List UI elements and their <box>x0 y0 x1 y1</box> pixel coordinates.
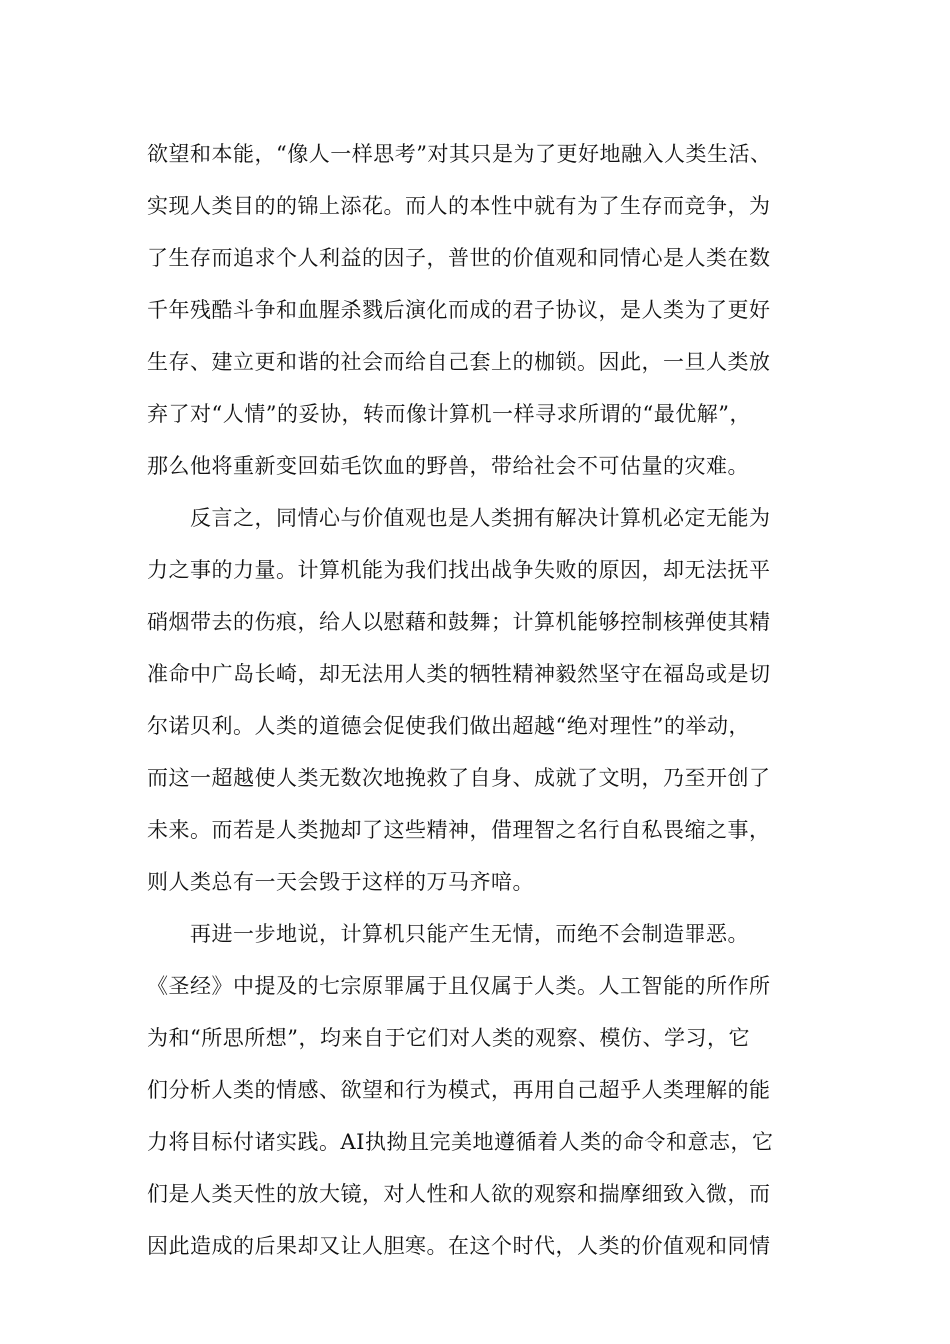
text-line: 弃了对“人情”的妥协，转而像计算机一样寻求所谓的“最优解”， <box>147 402 751 426</box>
text-line: 生存、建立更和谐的社会而给自己套上的枷锁。因此，一旦人类放 <box>147 350 771 374</box>
text-line: 们是人类天性的放大镜，对人性和人欲的观察和揣摩细致入微，而 <box>147 1182 771 1206</box>
paragraph-start-line: 反言之，同情心与价值观也是人类拥有解决计算机必定无能为 <box>190 506 771 530</box>
text-line: 准命中广岛长崎，却无法用人类的牺牲精神毅然坚守在福岛或是切 <box>147 662 771 686</box>
text-line: 千年残酷斗争和血腥杀戮后演化而成的君子协议，是人类为了更好 <box>147 298 771 322</box>
paragraph-start-line: 再进一步地说，计算机只能产生无情，而绝不会制造罪恶。 <box>190 922 749 946</box>
text-line: 欲望和本能，“像人一样思考”对其只是为了更好地融入人类生活、 <box>147 142 772 166</box>
text-line: 硝烟带去的伤痕，给人以慰藉和鼓舞；计算机能够控制核弹使其精 <box>147 610 771 634</box>
text-line: 力之事的力量。计算机能为我们找出战争失败的原因，却无法抚平 <box>147 558 771 582</box>
text-line: 实现人类目的的锦上添花。而人的本性中就有为了生存而竞争，为 <box>147 194 771 218</box>
text-line: 们分析人类的情感、欲望和行为模式，再用自己超乎人类理解的能 <box>147 1078 771 1102</box>
text-line: 则人类总有一天会毁于这样的万马齐喑。 <box>147 870 534 894</box>
text-line: 《圣经》中提及的七宗原罪属于且仅属于人类。人工智能的所作所 <box>147 974 771 998</box>
text-line: 而这一超越使人类无数次地挽救了自身、成就了文明，乃至开创了 <box>147 766 771 790</box>
text-line: 尔诺贝利。人类的道德会促使我们做出超越“绝对理性”的举动， <box>147 714 750 738</box>
text-line: 力将目标付诸实践。AI执拗且完美地遵循着人类的命令和意志，它 <box>147 1130 774 1154</box>
text-line: 未来。而若是人类抛却了这些精神，借理智之名行自私畏缩之事， <box>147 818 771 842</box>
text-line: 那么他将重新变回茹毛饮血的野兽，带给社会不可估量的灾难。 <box>147 454 749 478</box>
text-line: 为和“所思所想”，均来自于它们对人类的观察、模仿、学习，它 <box>147 1026 750 1050</box>
text-line: 因此造成的后果却又让人胆寒。在这个时代，人类的价值观和同情 <box>147 1234 771 1258</box>
text-line: 了生存而追求个人利益的因子，普世的价值观和同情心是人类在数 <box>147 246 771 270</box>
